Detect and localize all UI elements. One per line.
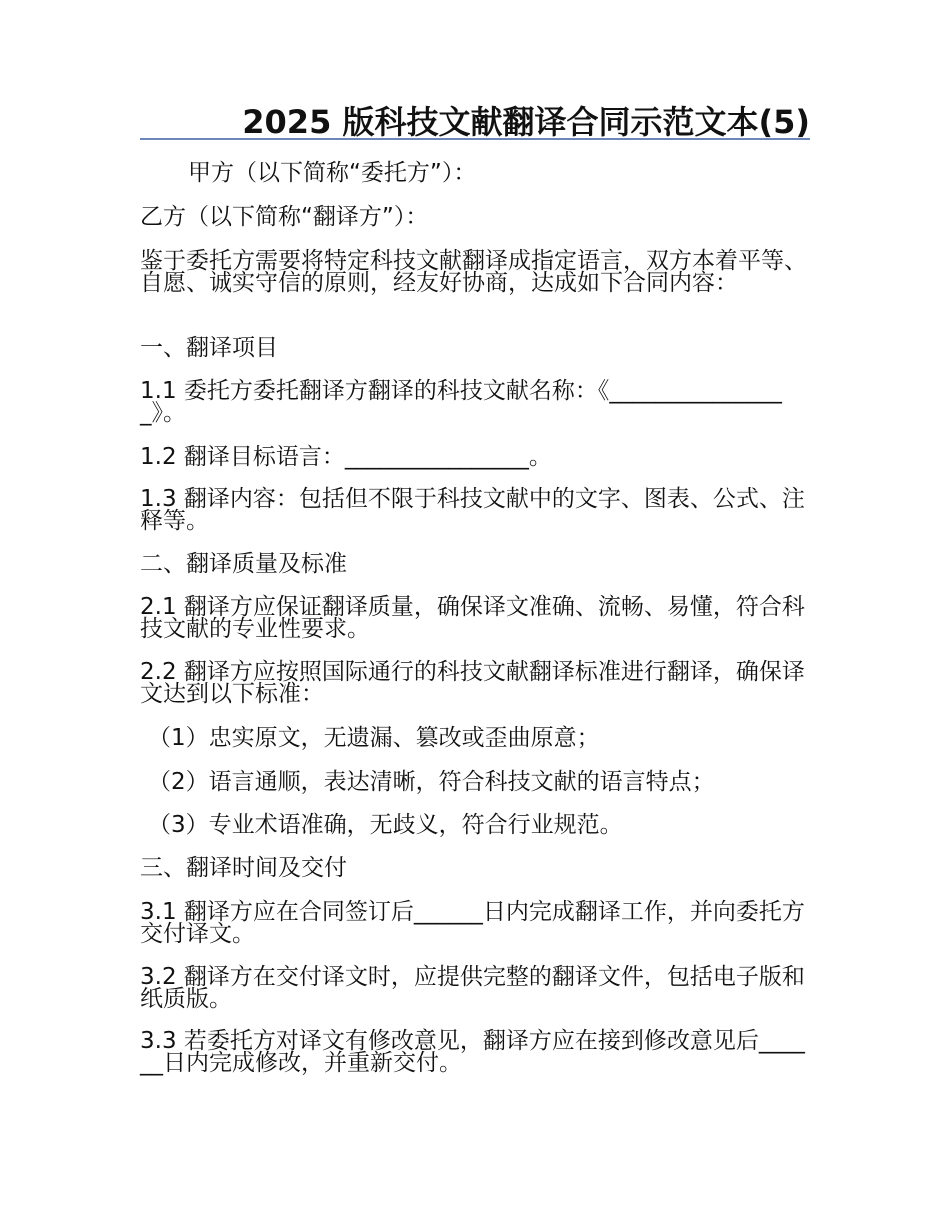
standard-item-1: （1）忠实原文，无遗漏、篡改或歪曲原意； (148, 725, 600, 751)
clause-3-2: 3.2 翻译方在交付译文时，应提供完整的翻译文件，包括电子版和纸质版。 (140, 964, 805, 1012)
party-b-line: 乙方（以下简称“翻译方”）： (140, 204, 429, 230)
clause-1-2: 1.2 翻译目标语言：________________。 (140, 444, 552, 470)
clause-1-3: 1.3 翻译内容：包括但不限于科技文献中的文字、图表、公式、注释等。 (140, 486, 805, 534)
section-2-heading: 二、翻译质量及标准 (140, 551, 347, 577)
section-1-heading: 一、翻译项目 (140, 335, 278, 361)
clause-1-1: 1.1 委托方委托翻译方翻译的科技文献名称：《________________》。 (140, 378, 782, 426)
title-underline (140, 138, 810, 140)
clause-3-3: 3.3 若委托方对译文有修改意见，翻译方应在接到修改意见后______日内完成修改，并重新交付。 (140, 1028, 805, 1076)
party-a-line: 甲方（以下简称“委托方”）： (188, 160, 477, 186)
clause-2-2: 2.2 翻译方应按照国际通行的科技文献翻译标准进行翻译，确保译文达到以下标准： (140, 659, 805, 707)
standard-item-3: （3）专业术语准确，无歧义，符合行业规范。 (148, 812, 623, 838)
section-3-heading: 三、翻译时间及交付 (140, 855, 347, 881)
clause-3-1: 3.1 翻译方应在合同签订后______日内完成翻译工作，并向委托方交付译文。 (140, 899, 805, 947)
preamble-paragraph: 鉴于委托方需要将特定科技文献翻译成指定语言，双方本着平等、自愿、诚实守信的原则，经友好协商，达成如下合同内容： (140, 248, 807, 296)
document-title: 2025 版科技文献翻译合同示范文本(5) (242, 103, 810, 141)
clause-2-1: 2.1 翻译方应保证翻译质量，确保译文准确、流畅、易懂，符合科技文献的专业性要求。 (140, 594, 805, 642)
standard-item-2: （2）语言通顺，表达清晰，符合科技文献的语言特点； (148, 769, 715, 795)
